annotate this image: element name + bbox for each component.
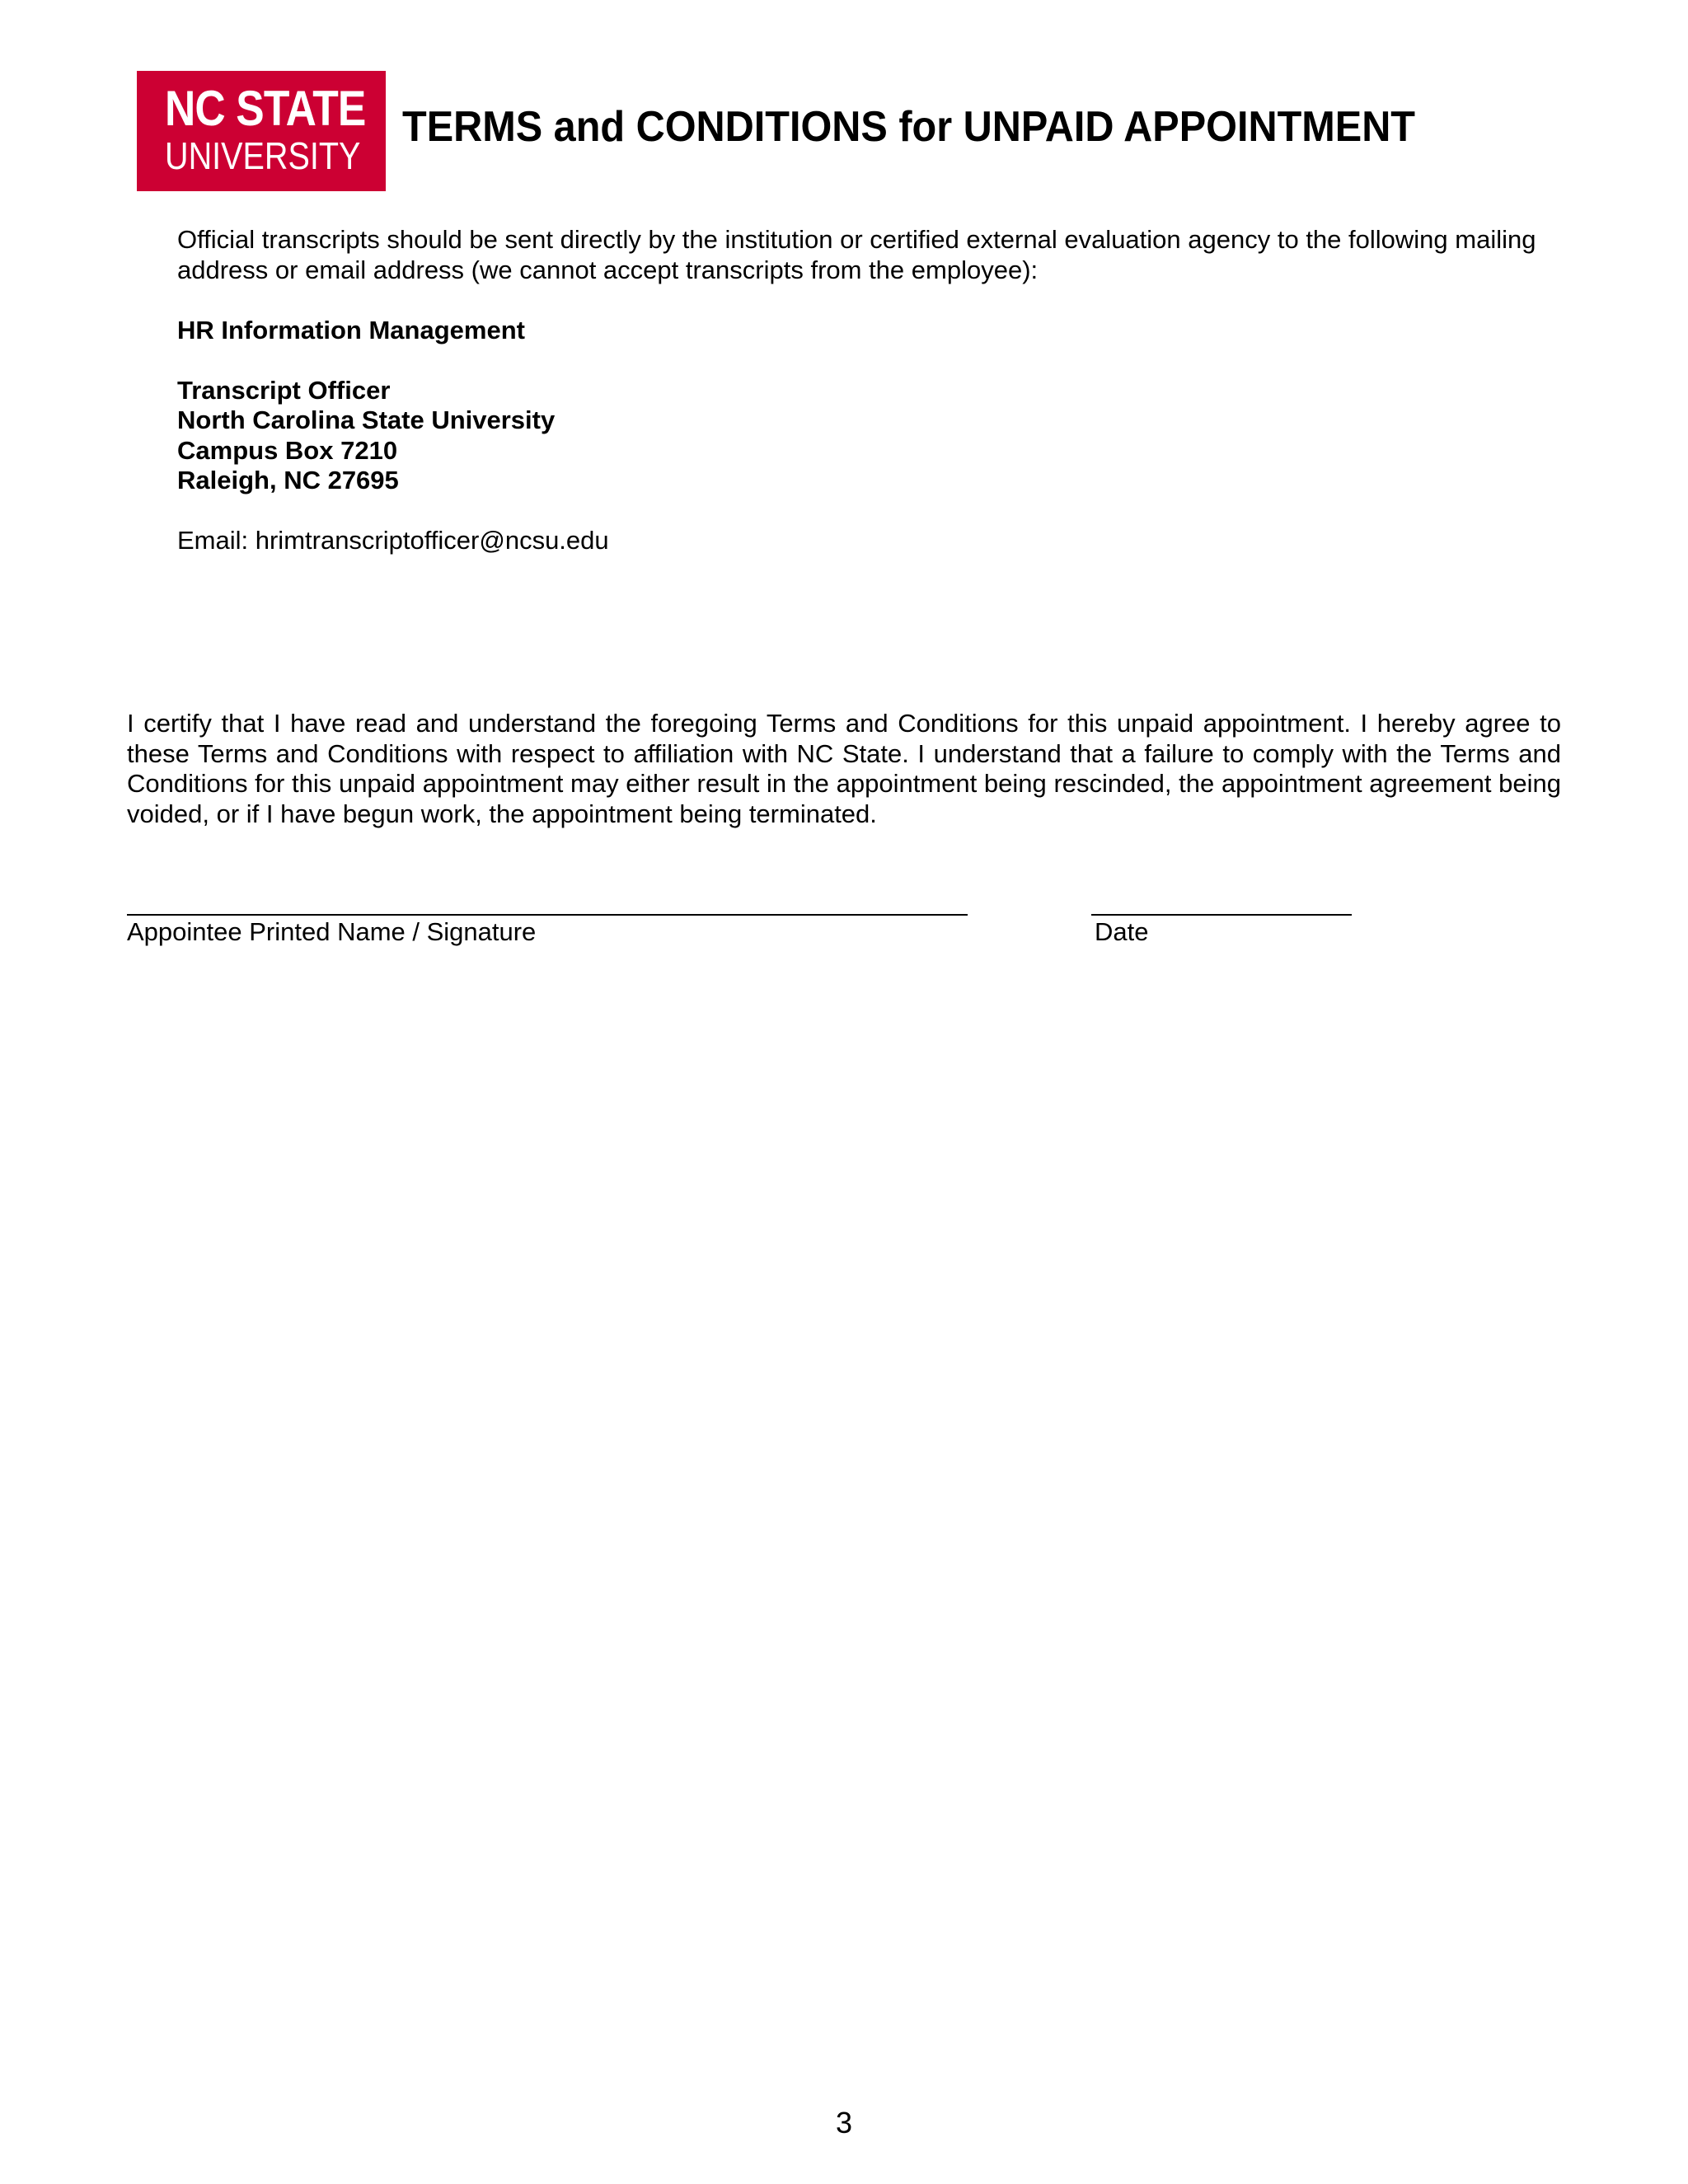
address-line-1: Transcript Officer <box>177 376 391 405</box>
date-line[interactable] <box>1091 914 1352 916</box>
logo-wordmark-bottom: UNIVERSITY <box>165 134 361 177</box>
address-line-4: Raleigh, NC 27695 <box>177 466 399 494</box>
address-email: Email: hrimtranscriptofficer@ncsu.edu <box>177 526 609 555</box>
document-title: TERMS and CONDITIONS for UNPAID APPOINTMENT <box>402 103 1416 151</box>
date-label: Date <box>1095 917 1149 946</box>
certification-statement: I certify that I have read and understand the foregoing Terms and Conditions for this unpaid appointment. I hereby agree to these Terms and Conditions with respect to affiliation with NC State. I understand that a failure to comply with the Terms and Conditions for this unpaid appointment may either result in the appointment being rescinded, the appointment agreement being voided, or if I have begun work, the appointment being terminated. <box>127 709 1561 828</box>
address-line-2: North Carolina State University <box>177 405 556 434</box>
address-line-3: Campus Box 7210 <box>177 436 398 465</box>
nc-state-logo <box>137 71 386 191</box>
transcript-instructions: Official transcripts should be sent directly by the institution or certified external evaluation agency to the following mailing address or email address (we cannot accept transcripts from the employee): <box>177 225 1536 284</box>
signature-line[interactable] <box>127 914 968 916</box>
address-department: HR Information Management <box>177 316 525 344</box>
page-number: 3 <box>835 2106 853 2139</box>
logo-wordmark-top: NC STATE <box>165 81 366 136</box>
signature-label: Appointee Printed Name / Signature <box>127 917 537 946</box>
